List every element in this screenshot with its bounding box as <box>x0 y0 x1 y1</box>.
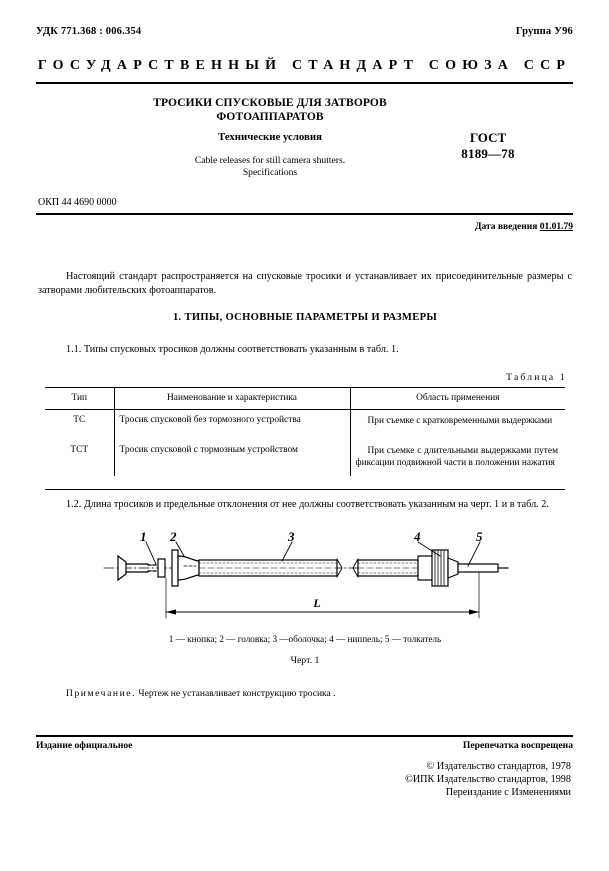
dimension-label-L: L <box>313 596 321 610</box>
figure-1-caption: Черт. 1 <box>290 655 320 666</box>
document-title-line2: ФОТОАППАРАТОВ <box>216 110 324 123</box>
part-5-plunger <box>458 564 508 572</box>
part-2-head <box>172 550 199 586</box>
document-title-english <box>105 155 435 179</box>
callout-5: 5 <box>476 529 483 544</box>
introduction-date <box>475 222 573 232</box>
figure-1-drawing <box>96 528 516 628</box>
cell-application: При съемке с длительными выдержками путем фиксации подвижной части в положении нажатия <box>350 440 565 475</box>
callout-1: 1 <box>140 529 147 544</box>
callout-3: 3 <box>288 529 295 544</box>
note-label: Примечание. <box>66 689 137 699</box>
cell-type: ТС <box>73 415 86 425</box>
scope-paragraph: Настоящий стандарт распространяется на спусковые тросики и устанавливает их присоединительные размеры с затворами любительских фотоаппаратов. <box>38 271 572 296</box>
clause-1-1: 1.1. Типы спусковых тросиков должны соответствовать указанным в табл. 1. <box>66 344 399 355</box>
table-1-caption: Таблица 1 <box>506 372 567 383</box>
group-code: Группа У96 <box>515 26 573 37</box>
title-divider-rule <box>36 213 573 215</box>
spacer-cell-1 <box>45 429 114 440</box>
document-subtitle: Технические условия <box>218 131 322 143</box>
spacer-cell-2 <box>114 429 350 440</box>
table-header-row <box>45 388 565 410</box>
document-title <box>105 97 435 124</box>
footer-row <box>36 740 573 751</box>
section-1-heading: 1. ТИПЫ, ОСНОВНЫЕ ПАРАМЕТРЫ И РАЗМЕРЫ <box>172 312 438 323</box>
column-header-application: Область применения <box>350 388 565 410</box>
table-1 <box>45 387 565 476</box>
cable-release-diagram <box>96 528 516 628</box>
callout-2: 2 <box>170 529 177 544</box>
gost-label: ГОСТ <box>469 130 507 145</box>
standard-banner: ГОСУДАРСТВЕННЫЙ СТАНДАРТ СОЮЗА ССР <box>37 58 572 73</box>
header-row <box>36 26 573 37</box>
dimension-line-L <box>166 609 479 614</box>
gost-designation <box>455 130 575 162</box>
udk-code: УДК 771.368 : 006.354 <box>36 26 142 37</box>
okp-code: ОКП 44 4690 0000 <box>38 197 117 208</box>
copyright-block <box>405 760 571 800</box>
cell-name: Тросик спусковой с тормозным устройством <box>114 440 350 475</box>
cell-type: ТСТ <box>70 445 89 456</box>
copyright-line-1: © Издательство стандартов, 1978 <box>426 761 571 772</box>
document-title-line1: ТРОСИКИ СПУСКОВЫЕ ДЛЯ ЗАТВОРОВ <box>153 97 387 109</box>
english-title-line2: Specifications <box>242 167 298 178</box>
figure-note <box>38 689 572 699</box>
footer-reprint-label: Перепечатка воспрещена <box>462 740 573 751</box>
cell-application: При съемке с кратковременными выдержками <box>350 410 565 430</box>
spacer-cell-3 <box>350 429 565 440</box>
part-3-sheath-left <box>199 560 337 576</box>
table-row <box>45 410 565 430</box>
footer-edition-label: Издание официальное <box>36 740 133 751</box>
table-row <box>45 440 565 475</box>
copyright-line-3: Переиздание с Изменениями <box>445 787 571 799</box>
note-text: Чертеж не устанавливает конструкцию тросика . <box>138 689 336 699</box>
footer-divider-rule <box>36 735 573 737</box>
cell-name: Тросик спусковой без тормозного устройства <box>114 410 350 430</box>
english-title-line1: Cable releases for still camera shutters. <box>194 155 346 166</box>
column-header-type: Тип <box>45 388 114 410</box>
table-row-spacer <box>45 429 565 440</box>
callout-labels <box>140 529 483 544</box>
figure-1-legend: 1 — кнопка; 2 — головка; 3 —оболочка; 4 — ниппель; 5 — толкатель <box>168 634 442 644</box>
collar-ring <box>158 559 165 577</box>
copyright-line-2: ©ИПК Издательство стандартов, 1998 <box>405 774 571 786</box>
part-3-sheath-right <box>358 560 418 576</box>
gost-number: 8189—78 <box>461 146 515 161</box>
clause-1-2: 1.2. Длина тросиков и предельные отклонения от нее должны соответствовать указанным на черт. 1 и в табл. 2. <box>66 499 549 510</box>
callout-4: 4 <box>414 529 421 544</box>
introduction-date-label: Дата введения <box>474 222 538 232</box>
introduction-date-value: 01.01.79 <box>539 222 573 232</box>
column-header-name: Наименование и характеристика <box>114 388 350 410</box>
header-divider-rule <box>36 82 573 84</box>
part-4-nipple <box>418 550 458 586</box>
table-1-bottom-rule <box>45 489 565 490</box>
